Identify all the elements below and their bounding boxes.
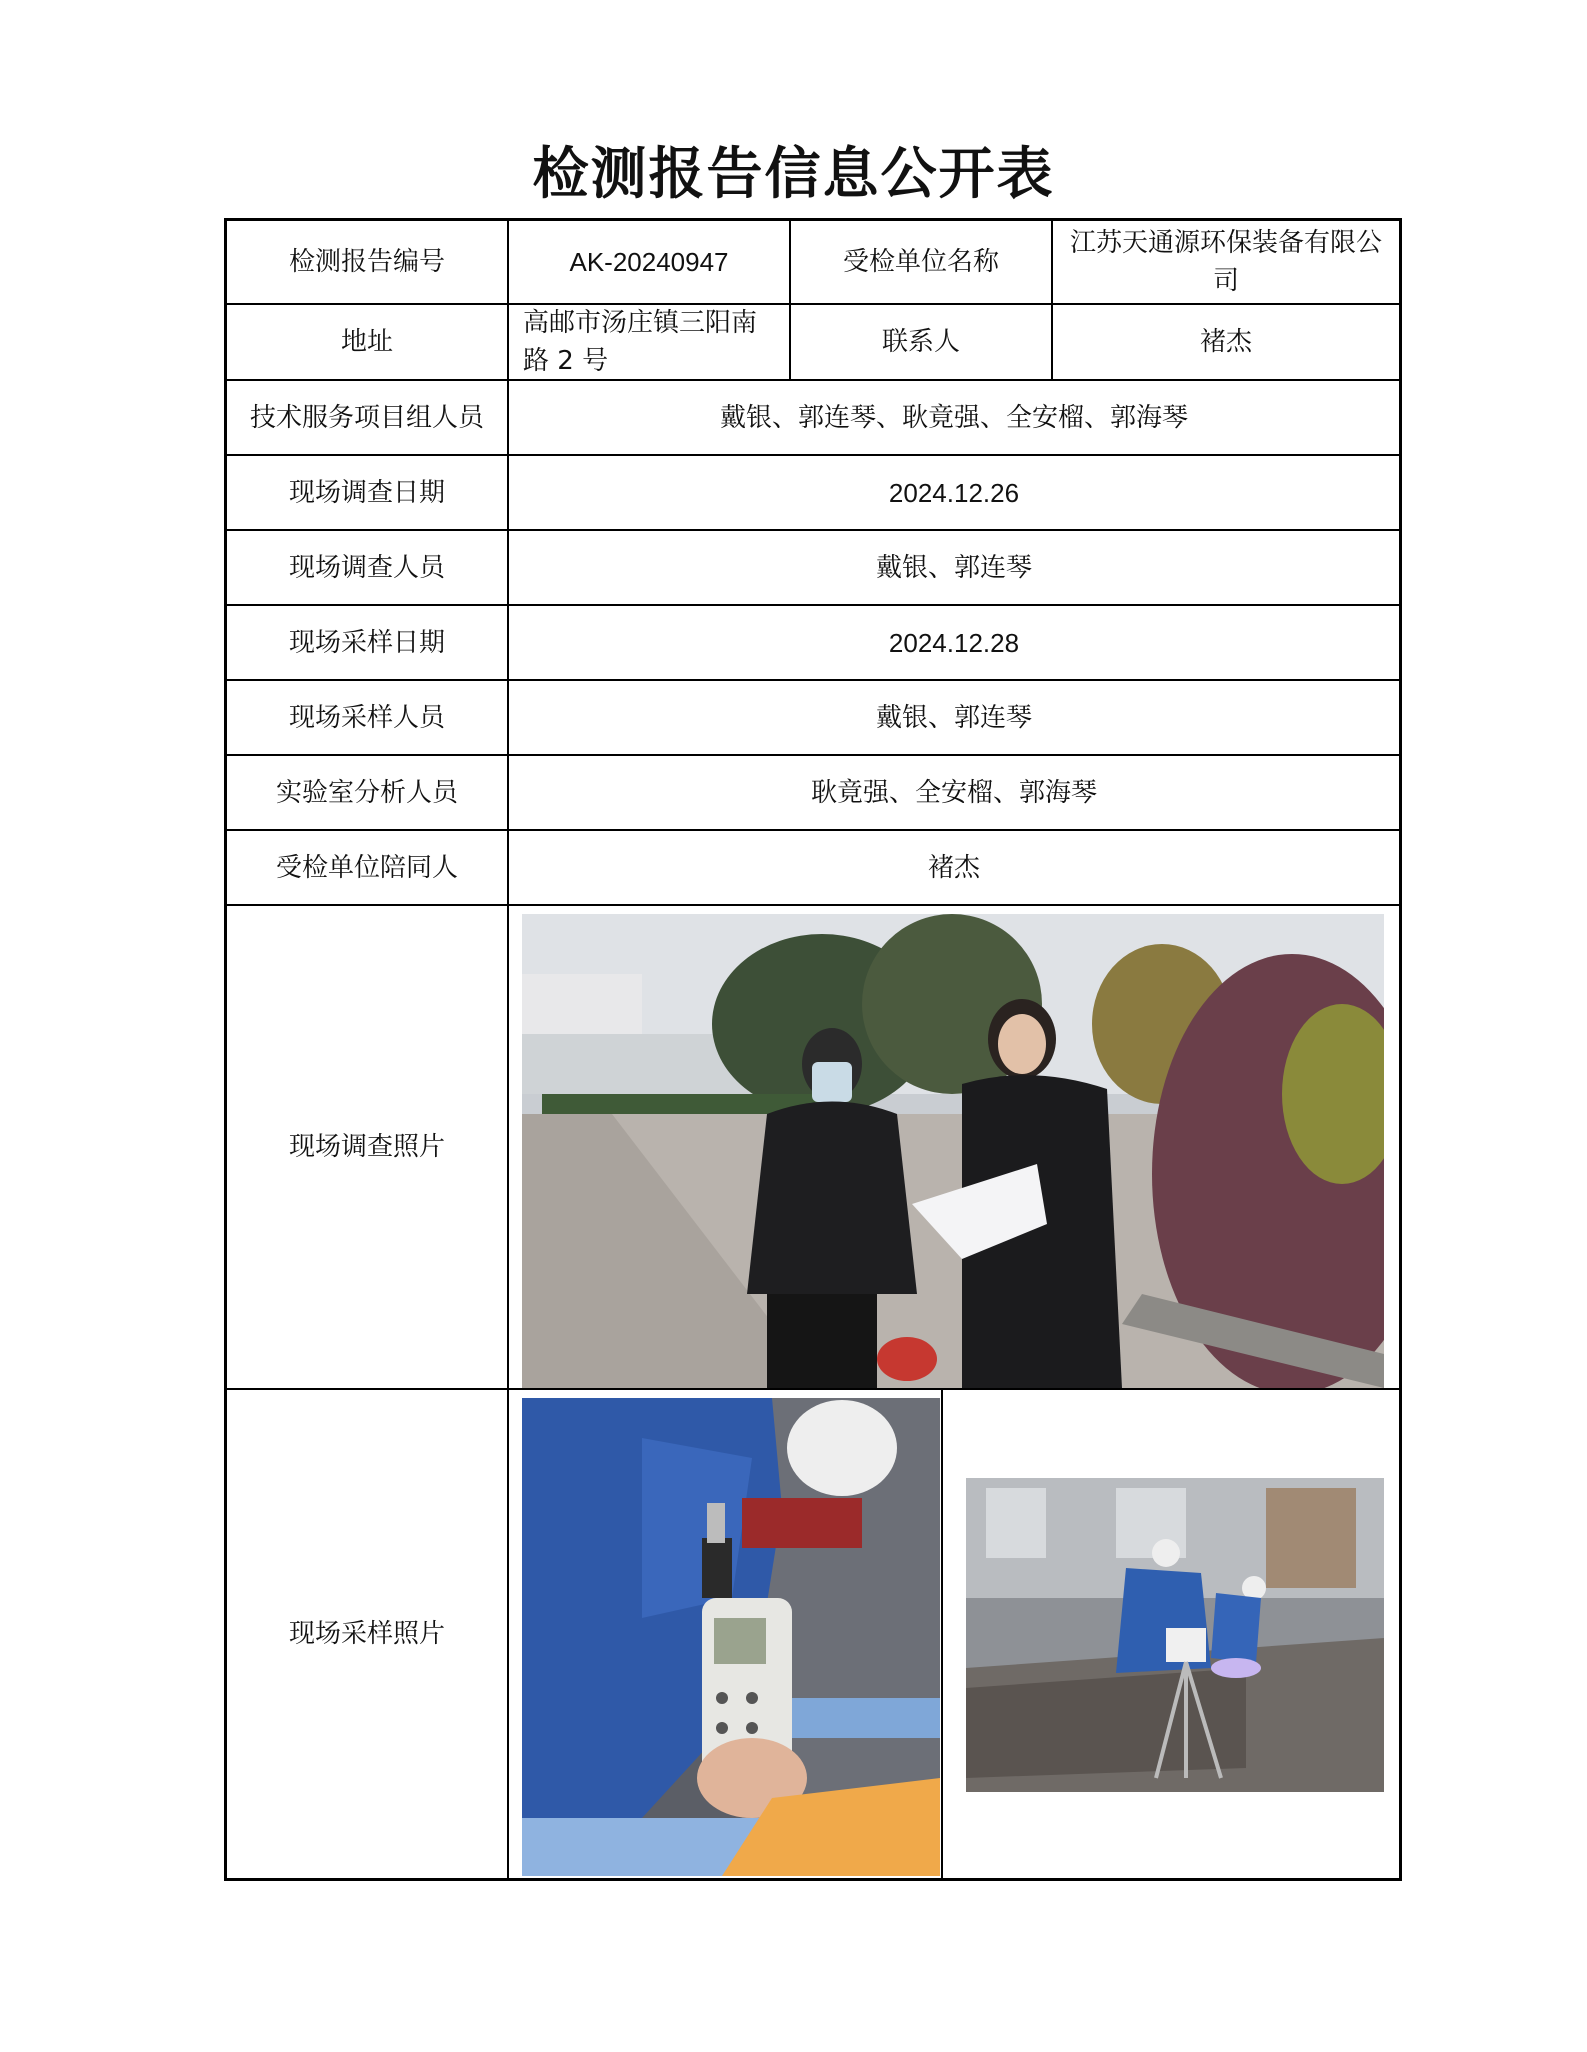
row-value: 褚杰 bbox=[509, 831, 1399, 906]
report-no-value: AK-20240947 bbox=[509, 221, 791, 305]
contact-value: 褚杰 bbox=[1053, 305, 1399, 381]
row-label: 现场采样日期 bbox=[227, 606, 509, 681]
page-title: 检测报告信息公开表 bbox=[532, 141, 1055, 207]
row-value: 耿竟强、全安榴、郭海琴 bbox=[509, 756, 1399, 831]
sampling-photo-label: 现场采样照片 bbox=[227, 1390, 509, 1878]
sampling-photo-left bbox=[522, 1398, 940, 1876]
row-value: 戴银、郭连琴 bbox=[509, 681, 1399, 756]
unit-name-label: 受检单位名称 bbox=[791, 221, 1053, 305]
row-label: 技术服务项目组人员 bbox=[227, 381, 509, 456]
address-value: 高邮市汤庄镇三阳南路 2 号 bbox=[509, 305, 791, 381]
row-label: 受检单位陪同人 bbox=[227, 831, 509, 906]
row-label: 现场调查人员 bbox=[227, 531, 509, 606]
address-label: 地址 bbox=[227, 305, 509, 381]
row-value: 2024.12.28 bbox=[509, 606, 1399, 681]
row-label: 现场采样人员 bbox=[227, 681, 509, 756]
survey-photo bbox=[522, 914, 1384, 1388]
sampling-photo-right bbox=[966, 1478, 1384, 1792]
contact-label: 联系人 bbox=[791, 305, 1053, 381]
unit-name-value: 江苏天通源环保装备有限公司 bbox=[1053, 221, 1399, 305]
row-value: 戴银、郭连琴、耿竟强、全安榴、郭海琴 bbox=[509, 381, 1399, 456]
row-value: 2024.12.26 bbox=[509, 456, 1399, 531]
survey-photo-label: 现场调查照片 bbox=[227, 906, 509, 1390]
row-label: 现场调查日期 bbox=[227, 456, 509, 531]
row-value: 戴银、郭连琴 bbox=[509, 531, 1399, 606]
row-label: 实验室分析人员 bbox=[227, 756, 509, 831]
report-no-label: 检测报告编号 bbox=[227, 221, 509, 305]
